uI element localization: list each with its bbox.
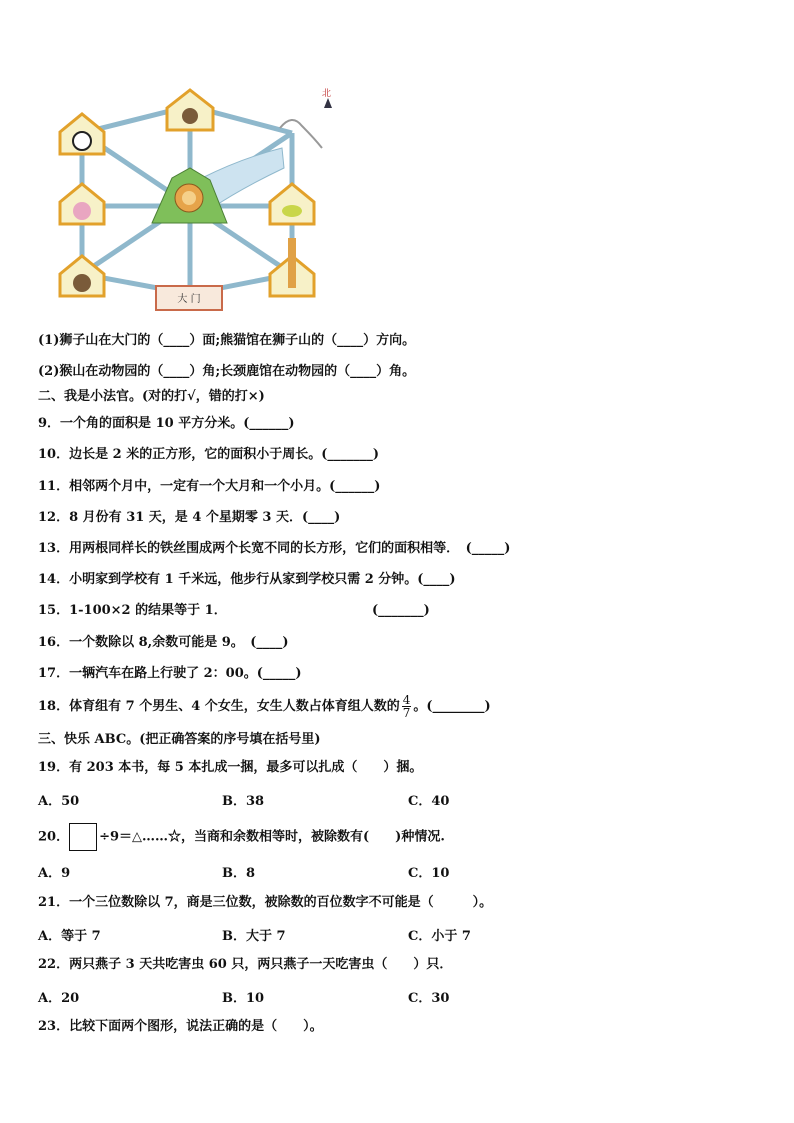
question-21-option-c: C．小于 7 xyxy=(408,929,471,944)
question-20-option-c: C．10 xyxy=(408,866,450,881)
question-22-option-b: B．10 xyxy=(222,991,265,1006)
north-label: 北 xyxy=(322,89,332,99)
question-19: 19．有 203 本书，每 5 本扎成一捆，最多可以扎成（ ）捆。 xyxy=(38,760,423,775)
question-10: 10．边长是 2 米的正方形，它的面积小于周长。(_______) xyxy=(38,447,379,462)
question-22-option-a: A．20 xyxy=(38,991,80,1006)
question-map-1: (1)狮子山在大门的（____）面;熊猫馆在狮子山的（____）方向。 xyxy=(38,333,416,348)
question-15-blank: (_______) xyxy=(372,603,430,618)
question-20 xyxy=(38,823,445,851)
question-20-text: ÷9＝△……☆，当商和余数相等时，被除数有( )种情况. xyxy=(99,829,445,845)
question-23: 23．比较下面两个图形，说法正确的是（ ）。 xyxy=(38,1019,323,1034)
question-18 xyxy=(38,694,491,719)
question-15-text: 15．1-100×2 的结果等于 1． xyxy=(38,603,227,618)
question-20-number: 20． xyxy=(38,829,70,845)
question-13: 13．用两根同样长的铁丝围成两个长宽不同的长方形，它们的面积相等． (_____) xyxy=(38,541,511,556)
question-21: 21．一个三位数除以 7，商是三位数，被除数的百位数字不可能是（ ）。 xyxy=(38,895,493,910)
question-14: 14．小明家到学校有 1 千米远，他步行从家到学校只需 2 分钟。(____) xyxy=(38,572,456,587)
dividend-box xyxy=(69,823,97,851)
question-19-option-c: C．40 xyxy=(408,794,450,809)
question-15 xyxy=(38,602,430,620)
giraffe-house xyxy=(270,238,314,296)
panda-house xyxy=(60,114,104,154)
question-19-option-b: B．38 xyxy=(222,794,265,809)
zoo-map-illustration xyxy=(52,88,332,316)
fish-house xyxy=(270,184,314,224)
elephant-house xyxy=(60,184,104,224)
gate-label: 大 门 xyxy=(177,294,201,305)
question-21-option-a: A．等于 7 xyxy=(38,929,101,944)
question-19-option-a: A．50 xyxy=(38,794,80,809)
question-16: 16．一个数除以 8,余数可能是 9。 (____) xyxy=(38,635,289,650)
question-11: 11．相邻两个月中，一定有一个大月和一个小月。(______) xyxy=(38,479,381,494)
question-20-option-b: B．8 xyxy=(222,866,256,881)
question-22-option-c: C．30 xyxy=(408,991,450,1006)
section-3-heading: 三、快乐 ABC。(把正确答案的序号填在括号里) xyxy=(38,732,321,747)
monkey-house-top xyxy=(167,90,213,130)
question-17: 17．一辆汽车在路上行驶了 2：00。(_____) xyxy=(38,666,302,681)
fraction-four-sevenths: $\frac{4}{7}$ xyxy=(402,693,411,720)
question-22: 22．两只燕子 3 天共吃害虫 60 只，两只燕子一天吃害虫（ ）只． xyxy=(38,957,453,972)
question-18-text: 18．体育组有 7 个男生、4 个女生，女生人数占体育组人数的 xyxy=(38,699,400,714)
question-9: 9．一个角的面积是 10 平方分米。(______) xyxy=(38,416,295,431)
question-21-option-b: B．大于 7 xyxy=(222,929,286,944)
question-map-2: (2)猴山在动物园的（____）角;长颈鹿馆在动物园的（____）角。 xyxy=(38,364,416,379)
section-2-heading: 二、我是小法官。(对的打√，错的打×) xyxy=(38,389,265,404)
question-12: 12．8 月份有 31 天，是 4 个星期零 3 天．(____) xyxy=(38,510,341,525)
north-arrow-icon xyxy=(324,98,332,108)
question-20-option-a: A．9 xyxy=(38,866,71,881)
question-18-blank: 。(________) xyxy=(413,699,491,714)
